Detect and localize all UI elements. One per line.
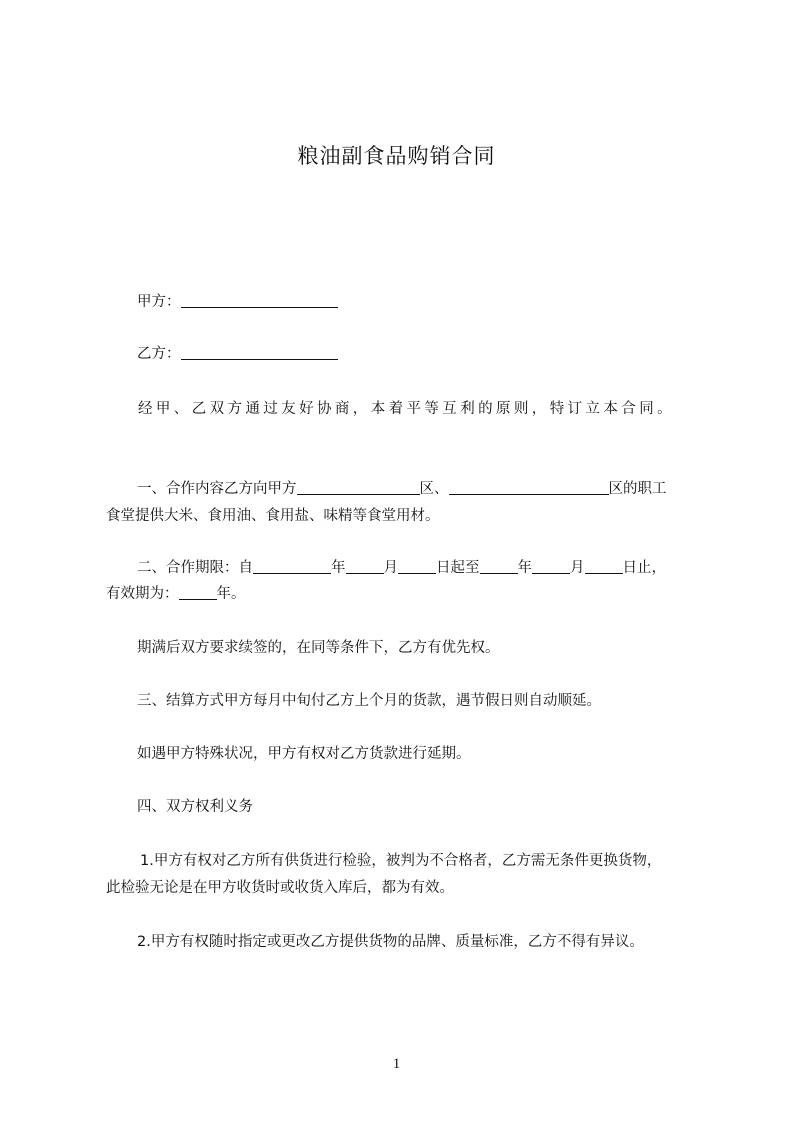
start-month-blank [346,558,384,574]
item-2: 2.甲方有权随时指定或更改乙方提供货物的品牌、质量标准，乙方不得有异议。 [137,934,644,950]
valid-period-label: 有效期为： [106,586,179,602]
month-label: 月 [570,560,585,576]
valid-period-suffix: 年。 [216,586,246,602]
item-1-line-1: 1.甲方有权对乙方所有供货进行检验，被判为不合格者，乙方需无条件更换货物， [140,853,662,869]
party-a-line [137,292,338,312]
renewal-paragraph: 期满后双方要求续签的，在同等条件下，乙方有优先权。 [137,640,500,656]
section-4-heading: 四、双方权利义务 [137,799,253,815]
section-1-heading: 一、合作内容乙方向甲方 [137,481,297,497]
day-to-label: 日止， [622,560,666,576]
start-day-blank [398,558,436,574]
section-2-heading: 二、合作期限：自 [137,560,253,576]
end-year-blank [480,558,518,574]
section-1-line-1 [137,479,667,499]
item-1-line-2: 此检验无论是在甲方收货时或收货入库后，都为有效。 [106,880,454,896]
intro-paragraph: 经甲、乙双方通过友好协商，本着平等互利的原则，特订立本合同。 [138,401,675,417]
district-blank-2 [449,479,609,495]
valid-years-blank [179,584,217,600]
year-label: 年 [517,560,532,576]
document-title: 粮油副食品购销合同 [297,144,496,168]
day-from-label: 日起至 [436,560,480,576]
end-month-blank [532,558,570,574]
section-3-heading: 三、结算方式甲方每月中旬付乙方上个月的货款，遇节假日则自动顺延。 [137,693,601,709]
party-b-blank [181,344,338,360]
end-day-blank [585,558,623,574]
section-2-line-2 [106,584,246,604]
start-year-blank [253,558,331,574]
section-1-district-text: 区、 [419,481,449,497]
year-label: 年 [331,560,346,576]
section-1-line-2: 食堂提供大米、食用油、食用盐、味精等食堂用材。 [106,508,440,524]
district-blank-1 [297,479,420,495]
party-a-label: 甲方： [137,294,181,310]
party-b-line [137,344,338,364]
section-1-staff-text: 区的职工 [608,481,667,497]
section-2-line-1 [137,558,666,578]
party-b-label: 乙方： [137,346,181,362]
page-number: 1 [392,1056,401,1072]
month-label: 月 [383,560,398,576]
section-3-extension: 如遇甲方特殊状况，甲方有权对乙方货款进行延期。 [137,746,471,762]
party-a-blank [181,292,338,308]
